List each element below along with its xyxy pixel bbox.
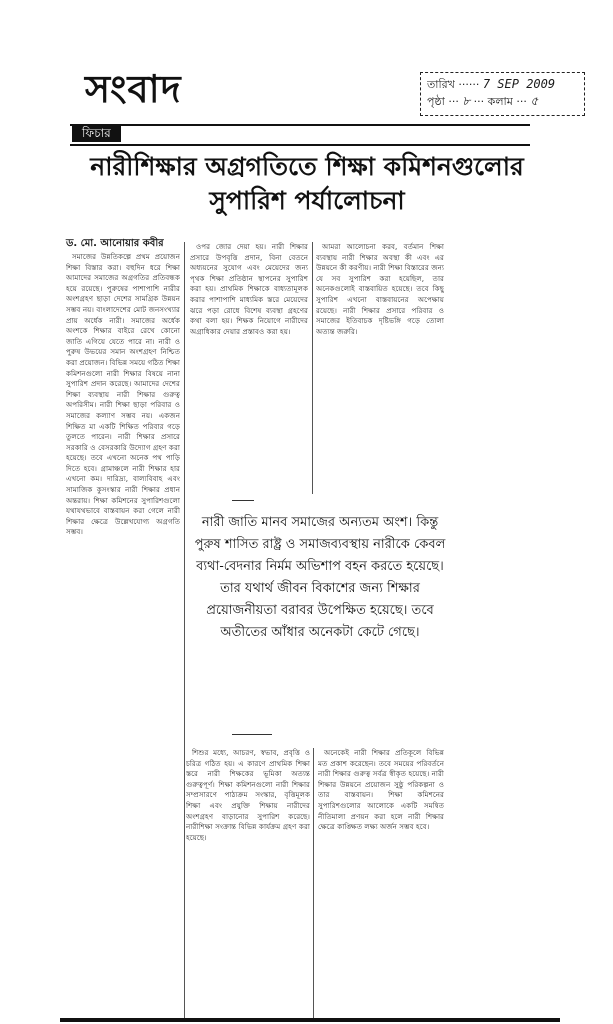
pullquote-rule-top <box>232 500 254 501</box>
column-divider <box>312 242 313 494</box>
column-3-text: আমরা আলোচনা করব, বর্তমান শিক্ষা ব্যবস্থায় নারী শিক্ষার অবস্থা কী এবং এর উন্নয়নে কী করণীয়। নারী শিক্ষা বিস্তারের জন্য যে সব সুপারিশ করা হয়েছিল, তার অনেকগুলোই বাস্তবায়িত হয়েছে। তবে কিছু সুপারিশ এখনো বাস্তবায়নের অপেক্ষায় রয়েছে। নারী শিক্ষার প্রসারে পরিবার ও সমাজের ইতিবাচক দৃষ্টিভঙ্গি গড়ে তোলা অত্যন্ত জরুরি। <box>316 242 444 336</box>
column-5-text: অনেকেই নারী শিক্ষার প্রতিকূলে বিভিন্ন মত প্রকাশ করেছেন। তবে সময়ের পরিবর্তনে নারী শিক্ষার গুরুত্ব সর্বত্র স্বীকৃত হয়েছে। নারী শিক্ষার উন্নয়নে প্রয়োজন সুষ্ঠু পরিকল্পনা ও তার বাস্তবায়ন। শিক্ষা কমিশনের সুপারিশগুলোর আলোকে একটি সমন্বিত নীতিমালা প্রণয়ন করা হলে নারী শিক্ষার ক্ষেত্রে কাঙ্ক্ষিত লক্ষ্য অর্জন সম্ভব হবে। <box>318 748 444 832</box>
column-label: কলাম <box>487 95 513 108</box>
headline-line-2: সুপারিশ পর্যালোচনা <box>209 186 405 215</box>
date-label: তারিখ <box>427 78 455 91</box>
headline-line-1: নারীশিক্ষার অগ্রগতিতে শিক্ষা কমিশনগুলোর <box>90 152 524 181</box>
article-column-3 <box>316 242 444 494</box>
page-label: পৃষ্ঠা <box>427 95 445 108</box>
article-headline <box>62 150 552 218</box>
column-value: ৫ <box>530 94 539 108</box>
article-column-4 <box>186 748 310 1022</box>
column-4-text: শিশুর মধ্যে, আচরণ, স্বভাব, প্রবৃত্তি ও চরিত্র গঠিত হয়। এ কারণে প্রাথমিক শিক্ষা স্তরে নারী শিক্ষকের ভূমিকা অত্যন্ত গুরুত্বপূর্ণ। শিক্ষা কমিশনগুলো নারী শিক্ষার সম্প্রসারণে পাঠ্যক্রম সংস্কার, বৃত্তিমূলক শিক্ষা এবং প্রযুক্তি শিক্ষায় নারীদের অংশগ্রহণ বাড়ানোর সুপারিশ করেছে। নারীশিক্ষা সংক্রান্ত বিভিন্ন কার্যক্রম গ্রহণ করা হয়েছে। <box>186 748 310 842</box>
article-column-5 <box>318 748 444 1022</box>
page-bottom-rule <box>60 1018 560 1022</box>
article-column-2 <box>190 242 308 494</box>
clipping-date-stamp: তারিখ ······ 7 SEP 2009 পৃষ্ঠা ··· ৮ ··· কলাম ··· ৫ <box>420 72 585 116</box>
column-divider <box>184 242 185 1018</box>
article-byline: ড. মো. আনোয়ার কবীর <box>66 238 164 249</box>
section-label: ফিচার <box>72 124 121 142</box>
column-1-text: সমাজের উন্নতিকল্পে প্রথম প্রয়োজন শিক্ষা বিস্তার করা। বহুদিন ধরে শিক্ষা আমাদের সমাজের অগ্রগতির প্রতিবন্ধক হয়ে রয়েছে। পুরুষের পাশাপাশি নারীর অংশগ্রহণ ছাড়া দেশের সামগ্রিক উন্নয়ন সম্ভব নয়। বাংলাদেশের মোট জনসংখ্যার প্রায় অর্ধেক নারী। সমাজের অর্ধেক অংশকে শিক্ষার বাইরে রেখে কোনো জাতি এগিয়ে যেতে পারে না। নারী ও পুরুষ উভয়ের সমান অংশগ্রহণ নিশ্চিত করা প্রয়োজন। বিভিন্ন সময়ে গঠিত শিক্ষা কমিশনগুলো নারী শিক্ষার বিষয়ে নানা সুপারিশ প্রদান করেছে। আমাদের দেশের শিক্ষা ব্যবস্থায় নারী শিক্ষার গুরুত্ব অপরিসীম। নারী শিক্ষা ছাড়া পরিবার ও সমাজের কল্যাণ সম্ভব নয়। একজন শিক্ষিত মা একটি শিক্ষিত পরিবার গড়ে তুলতে পারেন। নারী শিক্ষার প্রসারে সরকারি ও বেসরকারি উদ্যোগ গ্রহণ করা হয়েছে। তবে এখনো অনেক পথ পাড়ি দিতে হবে। গ্রামাঞ্চলে নারী শিক্ষার হার এখনো কম। দারিদ্র্য, বাল্যবিবাহ এবং সামাজিক কুসংস্কার নারী শিক্ষার প্রধান অন্তরায়। শিক্ষা কমিশনের সুপারিশগুলো যথাযথভাবে বাস্তবায়ন করা গেলে নারী শিক্ষার ক্ষেত্রে উল্লেখযোগ্য অগ্রগতি সম্ভব। <box>66 252 180 537</box>
pullquote: নারী জাতি মানব সমাজের অন্যতম অংশ। কিন্তু পুরুষ শাসিত রাষ্ট্র ও সমাজব্যবস্থায় নারীকে কেবল ব্যথা-বেদনার নির্মম অভিশাপ বহন করতে হয়েছে। তার যথার্থ জীবন বিকাশের জন্য শিক্ষার প্রয়োজনীয়তা বরাবর উপেক্ষিত হয়েছে। তবে অতীতের আঁধার অনেকটা কেটে গেছে। <box>194 515 446 640</box>
page-value: ৮ <box>462 94 471 108</box>
date-value: 7 SEP 2009 <box>482 77 556 91</box>
column-2-text: ওপর জোর দেয়া হয়। নারী শিক্ষার প্রসারে উপবৃত্তি প্রদান, বিনা বেতনে অধ্যয়নের সুযোগ এবং মেয়েদের জন্য পৃথক শিক্ষা প্রতিষ্ঠান স্থাপনের সুপারিশ করা হয়। প্রাথমিক শিক্ষাকে বাধ্যতামূলক করার পাশাপাশি মাধ্যমিক স্তরে মেয়েদের ঝরে পড়া রোধে বিশেষ ব্যবস্থা গ্রহণের কথা বলা হয়। শিক্ষক নিয়োগে নারীদের অগ্রাধিকার দেয়ার প্রস্তাবও করা হয়। <box>190 242 308 336</box>
section-rule <box>70 124 530 146</box>
column-divider <box>313 748 314 1018</box>
newspaper-masthead: সংবাদ <box>85 66 182 111</box>
article-column-1 <box>66 252 180 1022</box>
pullquote-rule-bottom <box>232 734 272 735</box>
